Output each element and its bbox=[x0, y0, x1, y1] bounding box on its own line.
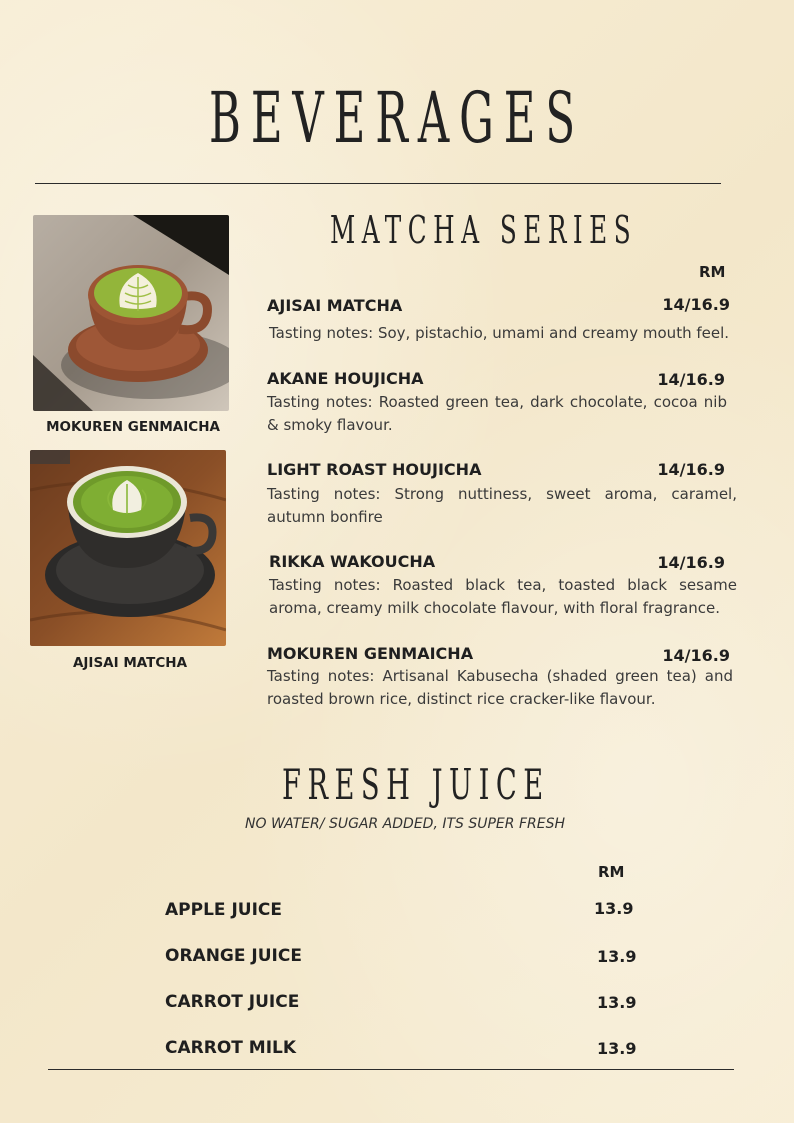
menu-item-notes: Tasting notes: Soy, pistachio, umami and creamy mouth feel. bbox=[269, 324, 730, 342]
bottom-divider bbox=[48, 1069, 734, 1070]
menu-item-name: AJISAI MATCHA bbox=[267, 296, 403, 315]
matcha-currency-label: RM bbox=[699, 263, 726, 281]
matcha-series-title: MATCHA SERIES bbox=[330, 208, 638, 252]
menu-item-price: 14/16.9 bbox=[662, 295, 730, 314]
juice-currency-label: RM bbox=[598, 863, 625, 881]
juice-item-name: APPLE JUICE bbox=[165, 900, 282, 920]
menu-item-price: 14/16.9 bbox=[657, 553, 725, 572]
menu-item-price: 14/16.9 bbox=[657, 460, 725, 479]
menu-item-notes: Tasting notes: Roasted green tea, dark chocolate, cocoa nib & smoky flavour. bbox=[267, 393, 727, 434]
page-title: BEVERAGES bbox=[209, 77, 585, 159]
menu-item-name: RIKKA WAKOUCHA bbox=[269, 552, 436, 571]
juice-item-name: CARROT JUICE bbox=[165, 992, 300, 1012]
juice-item-name: ORANGE JUICE bbox=[165, 946, 302, 966]
juice-item-price: 13.9 bbox=[597, 993, 637, 1012]
menu-item-price: 14/16.9 bbox=[657, 370, 725, 389]
juice-item-price: 13.9 bbox=[594, 899, 634, 918]
fresh-juice-subtitle: NO WATER/ SUGAR ADDED, ITS SUPER FRESH bbox=[245, 816, 565, 832]
juice-item-price: 13.9 bbox=[597, 947, 637, 966]
matcha-latte-photo-1 bbox=[33, 215, 229, 411]
menu-item-notes: Tasting notes: Roasted black tea, toasted black sesame aroma, creamy milk chocolate flavour, with floral fragrance. bbox=[269, 576, 737, 617]
matcha-latte-image bbox=[33, 215, 229, 411]
menu-item-notes: Tasting notes: Artisanal Kabusecha (shaded green tea) and roasted brown rice, distinct rice cracker-like flavour. bbox=[267, 667, 733, 708]
matcha-latte-photo-2 bbox=[30, 450, 226, 646]
menu-item-name: MOKUREN GENMAICHA bbox=[267, 644, 474, 663]
photo-caption-1: MOKUREN GENMAICHA bbox=[46, 419, 220, 435]
fresh-juice-title: FRESH JUICE bbox=[282, 760, 550, 809]
matcha-latte-image bbox=[30, 450, 226, 646]
juice-item-name: CARROT MILK bbox=[165, 1038, 297, 1058]
title-divider bbox=[35, 183, 721, 184]
menu-item-name: AKANE HOUJICHA bbox=[267, 369, 424, 388]
menu-item-price: 14/16.9 bbox=[662, 646, 730, 665]
menu-item-name: LIGHT ROAST HOUJICHA bbox=[267, 460, 482, 479]
photo-caption-2: AJISAI MATCHA bbox=[72, 655, 188, 671]
menu-item-notes: Tasting notes: Strong nuttiness, sweet aroma, caramel, autumn bonfire bbox=[267, 485, 737, 526]
juice-item-price: 13.9 bbox=[597, 1039, 637, 1058]
